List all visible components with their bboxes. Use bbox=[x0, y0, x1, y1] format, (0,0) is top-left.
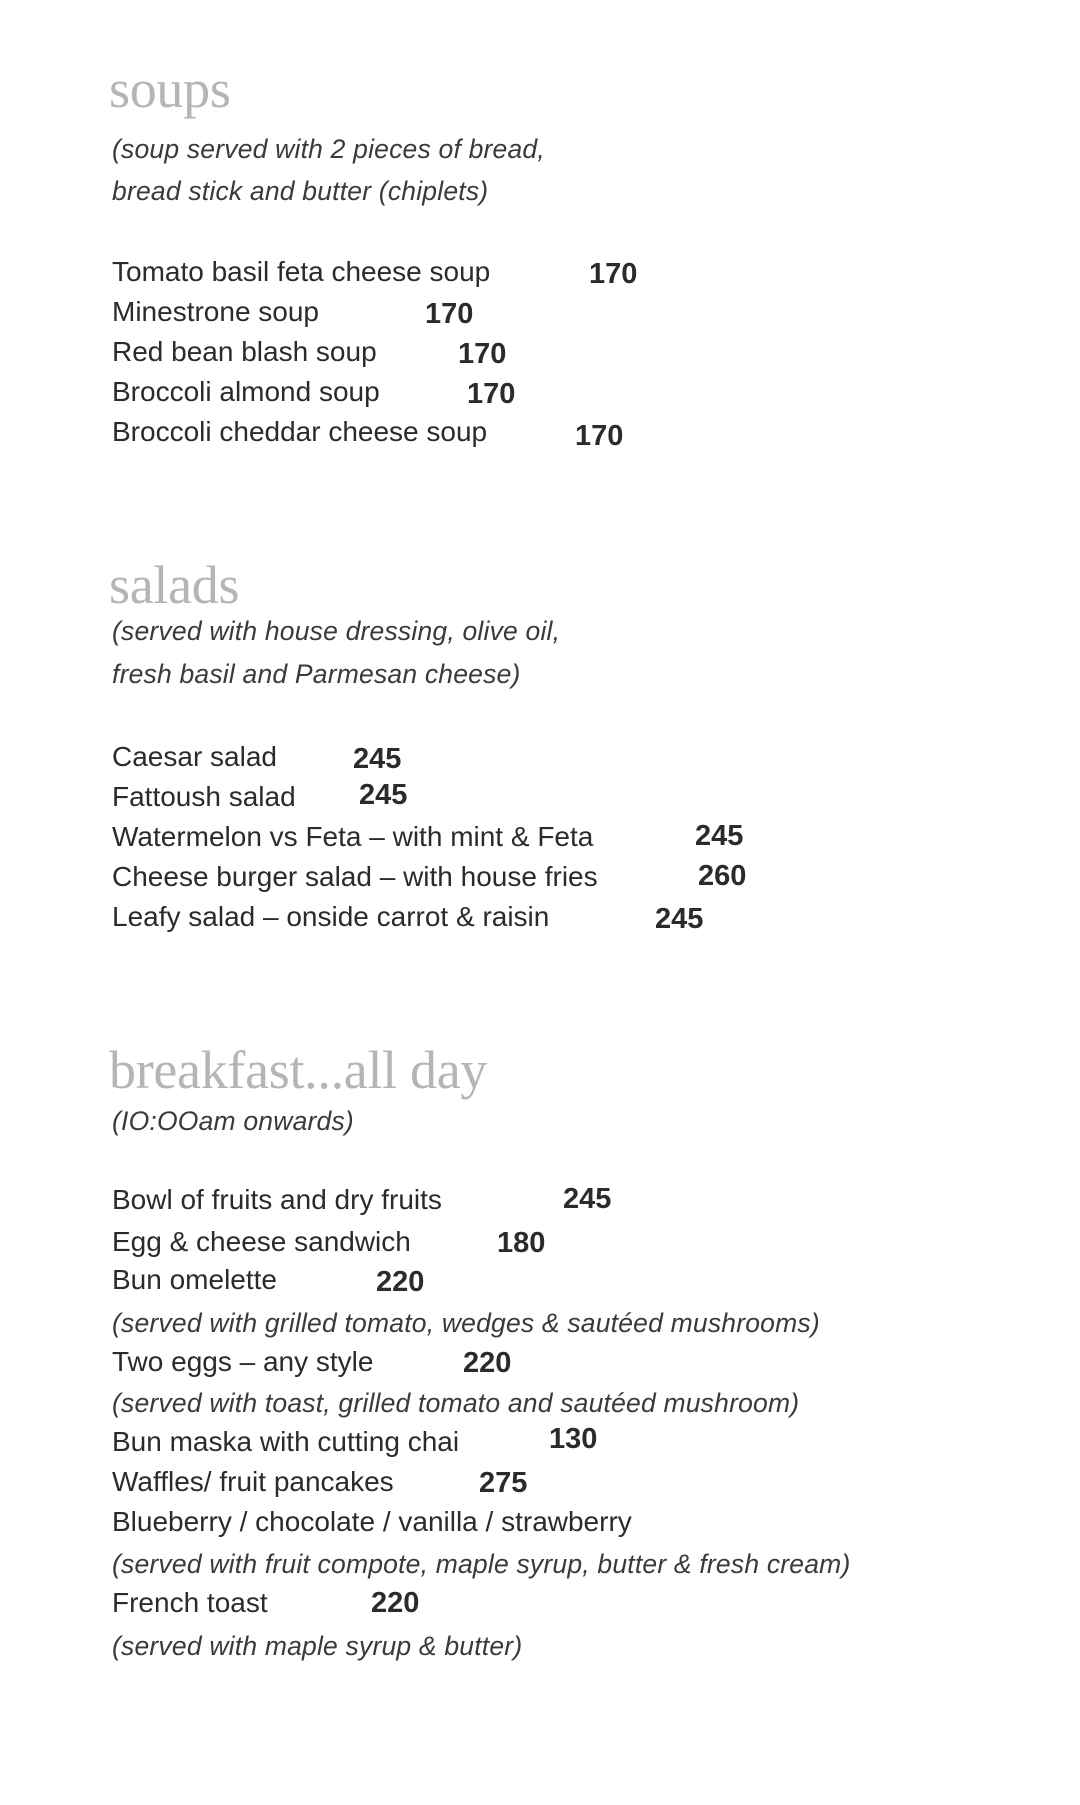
menu-item-name: Bun omelette bbox=[112, 1264, 277, 1295]
menu-item-price: 220 bbox=[463, 1347, 512, 1379]
menu-item-name: Waffles/ fruit pancakes bbox=[112, 1466, 394, 1497]
menu-item-price: 180 bbox=[497, 1227, 546, 1259]
menu-item-name: Fattoush salad bbox=[112, 781, 296, 812]
menu-item-name: Watermelon vs Feta – with mint & Feta bbox=[112, 821, 594, 852]
menu-item-name: Minestrone soup bbox=[112, 296, 320, 327]
menu-item-price: 170 bbox=[458, 338, 507, 370]
menu-item-price: 275 bbox=[479, 1467, 528, 1499]
section-note: bread stick and butter (chiplets) bbox=[112, 176, 489, 206]
menu-item-price: 170 bbox=[467, 378, 516, 410]
menu-item-name: Leafy salad – onside carrot & raisin bbox=[112, 901, 550, 932]
menu-item-price: 170 bbox=[575, 420, 624, 452]
menu-item-name: French toast bbox=[112, 1587, 268, 1618]
menu-item-name: Broccoli almond soup bbox=[112, 376, 380, 407]
item-note: (served with fruit compote, maple syrup, butter & fresh cream) bbox=[112, 1549, 851, 1579]
section-title-soups: soups bbox=[109, 59, 231, 119]
menu-item-price: 245 bbox=[353, 743, 402, 775]
menu-item-name: Blueberry / chocolate / vanilla / strawberry bbox=[112, 1506, 632, 1537]
menu-item-price: 170 bbox=[589, 258, 638, 290]
menu-item-price: 245 bbox=[695, 820, 744, 852]
menu-item-name: Tomato basil feta cheese soup bbox=[112, 256, 491, 287]
menu-item-name: Bowl of fruits and dry fruits bbox=[112, 1184, 442, 1215]
section-note: fresh basil and Parmesan cheese) bbox=[112, 659, 521, 689]
menu-item-price: 220 bbox=[376, 1266, 425, 1298]
section-note: (IO:OOam onwards) bbox=[112, 1106, 354, 1136]
menu-item-price: 245 bbox=[359, 779, 408, 811]
section-title-salads: salads bbox=[109, 555, 240, 615]
menu-item-name: Caesar salad bbox=[112, 741, 277, 772]
menu-item-name: Cheese burger salad – with house fries bbox=[112, 861, 598, 892]
menu-item-price: 245 bbox=[655, 903, 704, 935]
menu-item-name: Broccoli cheddar cheese soup bbox=[112, 416, 488, 447]
menu-item-name: Red bean blash soup bbox=[112, 336, 377, 367]
item-note: (served with grilled tomato, wedges & sautéed mushrooms) bbox=[112, 1308, 820, 1338]
menu-item-price: 130 bbox=[549, 1423, 598, 1455]
menu-item-name: Bun maska with cutting chai bbox=[112, 1426, 460, 1457]
menu-item-name: Two eggs – any style bbox=[112, 1346, 374, 1377]
section-note: (served with house dressing, olive oil, bbox=[112, 616, 561, 646]
menu-item-name: Egg & cheese sandwich bbox=[112, 1226, 411, 1257]
item-note: (served with maple syrup & butter) bbox=[112, 1631, 523, 1661]
section-title-breakfast: breakfast...all day bbox=[109, 1040, 488, 1100]
menu-item-price: 170 bbox=[425, 298, 474, 330]
menu-item-price: 220 bbox=[371, 1587, 420, 1619]
section-note: (soup served with 2 pieces of bread, bbox=[112, 134, 545, 164]
item-note: (served with toast, grilled tomato and sautéed mushroom) bbox=[112, 1388, 800, 1418]
menu-item-price: 260 bbox=[698, 860, 747, 892]
menu-item-price: 245 bbox=[563, 1183, 612, 1215]
